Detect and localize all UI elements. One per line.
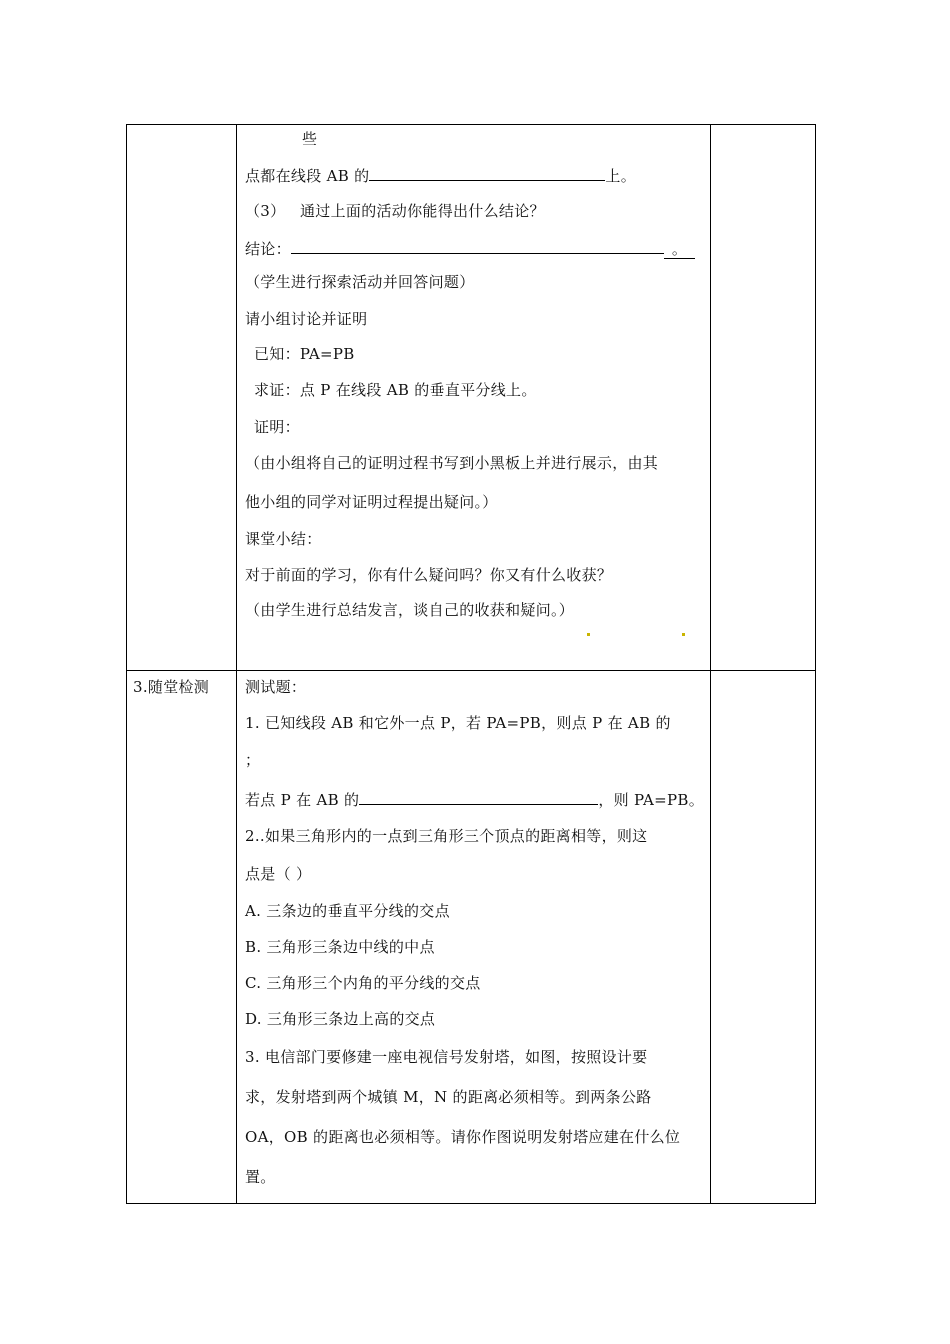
answer-blank xyxy=(359,788,598,805)
conclusion-line xyxy=(245,237,695,259)
proof-label: 证明： xyxy=(254,418,300,436)
question-1-line-3 xyxy=(245,788,704,810)
option-b: B. 三角形三条边中线的中点 xyxy=(245,938,435,956)
question-1-line-2: ； xyxy=(245,751,261,769)
summary-label: 课堂小结： xyxy=(245,530,322,548)
question-3-line-1: 3. 电信部门要修建一座电视信号发射塔，如图，按照设计要 xyxy=(245,1048,648,1066)
points-on-line-sentence xyxy=(245,164,636,186)
conclusion-end: 。 xyxy=(664,240,695,259)
section-label: 3.随堂检测 xyxy=(133,678,210,696)
mark-dot xyxy=(682,633,685,636)
text-line-top: 些 xyxy=(302,130,318,148)
prove-statement: 求证：点 P 在线段 AB 的垂直平分线上。 xyxy=(254,381,537,399)
question-3-line-2: 求，发射塔到两个城镇 M，N 的距离必须相等。到两条公路 xyxy=(245,1088,652,1106)
summary-question: 对于前面的学习，你有什么疑问吗？你又有什么收获？ xyxy=(245,566,613,584)
row-divider xyxy=(127,670,815,671)
question-1-line-3-prefix: 若点 P 在 AB 的 xyxy=(245,791,360,809)
option-d: D. 三角形三条边上高的交点 xyxy=(245,1010,436,1028)
given-statement: 已知：PA=PB xyxy=(254,345,355,363)
question-3-label: （3） xyxy=(245,202,286,220)
question-3-line-4: 置。 xyxy=(245,1168,276,1186)
option-a: A. 三条边的垂直平分线的交点 xyxy=(245,902,450,920)
student-activity-note: （学生进行探索活动并回答问题） xyxy=(245,273,475,291)
question-3-text: 通过上面的活动你能得出什么结论？ xyxy=(300,202,545,220)
mark-dot xyxy=(587,633,590,636)
question-1-line-3-suffix: ，则 PA=PB。 xyxy=(598,791,705,809)
group-prove-instruction: 请小组讨论并证明 xyxy=(245,310,368,328)
conclusion-label: 结论： xyxy=(245,240,291,258)
group-note-line-2: 他小组的同学对证明过程提出疑问。） xyxy=(245,493,498,511)
question-1-line-1: 1. 已知线段 AB 和它外一点 P，若 PA=PB，则点 P 在 AB 的 xyxy=(245,714,671,732)
column-divider-1 xyxy=(236,125,237,1203)
column-divider-2 xyxy=(710,125,711,1203)
points-on-line-prefix: 点都在线段 AB 的 xyxy=(245,167,370,185)
points-on-line-suffix: 上。 xyxy=(605,167,637,185)
question-2-line-2: 点是（ ） xyxy=(245,865,312,883)
test-label: 测试题： xyxy=(245,678,307,696)
answer-blank xyxy=(369,164,605,181)
option-c: C. 三角形三个内角的平分线的交点 xyxy=(245,974,481,992)
conclusion-blank xyxy=(291,237,664,254)
group-note-line-1: （由小组将自己的证明过程书写到小黑板上并进行展示，由其 xyxy=(245,454,659,472)
question-2-line-1: 2..如果三角形内的一点到三角形三个顶点的距离相等，则这 xyxy=(245,827,648,845)
question-3-line-3: OA，OB 的距离也必须相等。请你作图说明发射塔应建在什么位 xyxy=(245,1128,681,1146)
summary-note: （由学生进行总结发言，谈自己的收获和疑问。） xyxy=(245,601,575,619)
